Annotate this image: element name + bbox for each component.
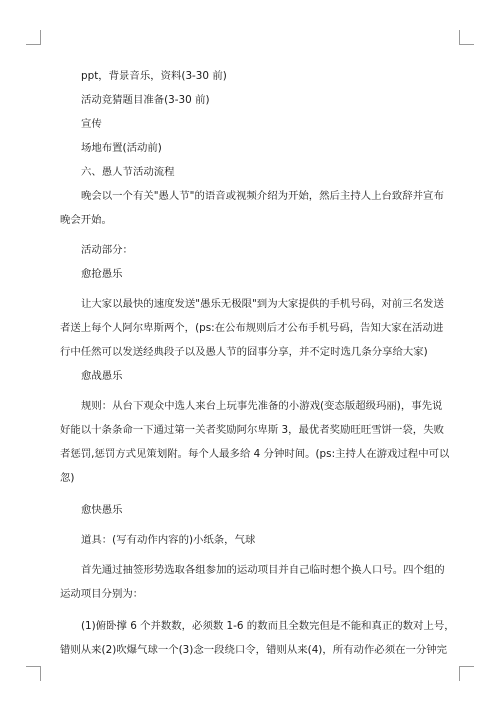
paragraph-line: 者惩罚,惩罚方式见策划附。每个人最多给 4 分钟时间。(ps:主持人在游戏过程中可以 xyxy=(60,448,450,460)
crop-mark-bottom-right xyxy=(459,666,474,681)
paragraph-line: (1)俯卧撑 6 个并数数，必须数 1-6 的数而且全数完但是不能和真正的数对上号， xyxy=(81,620,455,632)
paragraph-line: 首先通过抽签形势选取各组参加的运动项目并自己临时想个换人口号。四个组的 xyxy=(81,564,445,576)
paragraph-line: 晚会开始。 xyxy=(60,214,112,226)
paragraph-line: 让大家以最快的速度发送"愚乐无极限"到为大家提供的手机号码，对前三名发送 xyxy=(81,298,444,310)
crop-mark-bottom-left xyxy=(26,666,41,681)
paragraph-line: 场地布置(活动前) xyxy=(81,142,162,154)
paragraph-line: 活动竞猜题目准备(3-30 前) xyxy=(81,94,210,106)
subsection-heading: 愈抢愚乐 xyxy=(81,268,123,280)
paragraph-line: 晚会以一个有关"愚人节"的语音或视频介绍为开始，然后主持人上台致辞并宣布 xyxy=(81,190,444,202)
paragraph-line: 规则：从台下观众中选人来台上玩事先准备的小游戏(变态版超级玛丽)，事先说 xyxy=(81,400,443,412)
paragraph-line: 忽) xyxy=(60,472,75,484)
document-page xyxy=(60,64,455,662)
paragraph-line: ppt，背景音乐，资料(3-30 前) xyxy=(81,70,227,82)
paragraph-line: 者送上每个人阿尔卑斯两个，(ps:在公布规则后才公布手机号码，告知大家在活动进 xyxy=(60,322,444,334)
crop-mark-top-right xyxy=(459,30,474,45)
paragraph-line: 道具：(写有动作内容的)小纸条，气球 xyxy=(81,534,256,546)
section-heading: 六、愚人节活动流程 xyxy=(81,166,175,178)
subsection-heading: 愈快愚乐 xyxy=(81,504,123,516)
paragraph-line: 运动项目分别为： xyxy=(60,588,144,600)
paragraph-line: 好能以十条条命一下通过第一关者奖励阿尔卑斯 3，最优者奖励旺旺雪饼一袋，失败 xyxy=(60,424,444,436)
paragraph-line: 行中任然可以发送经典段子以及愚人节的囧事分享，并不定时选几条分享给大家) xyxy=(60,346,428,358)
paragraph-line: 宣传 xyxy=(81,118,102,130)
subsection-heading: 愈战愚乐 xyxy=(81,370,123,382)
paragraph-line: 活动部分： xyxy=(81,244,133,256)
crop-mark-top-left xyxy=(26,30,41,45)
paragraph-line: 错则从来(2)吹爆气球一个(3)念一段绕口令，错则从来(4)，所有动作必须在一分钟完 xyxy=(60,644,448,656)
